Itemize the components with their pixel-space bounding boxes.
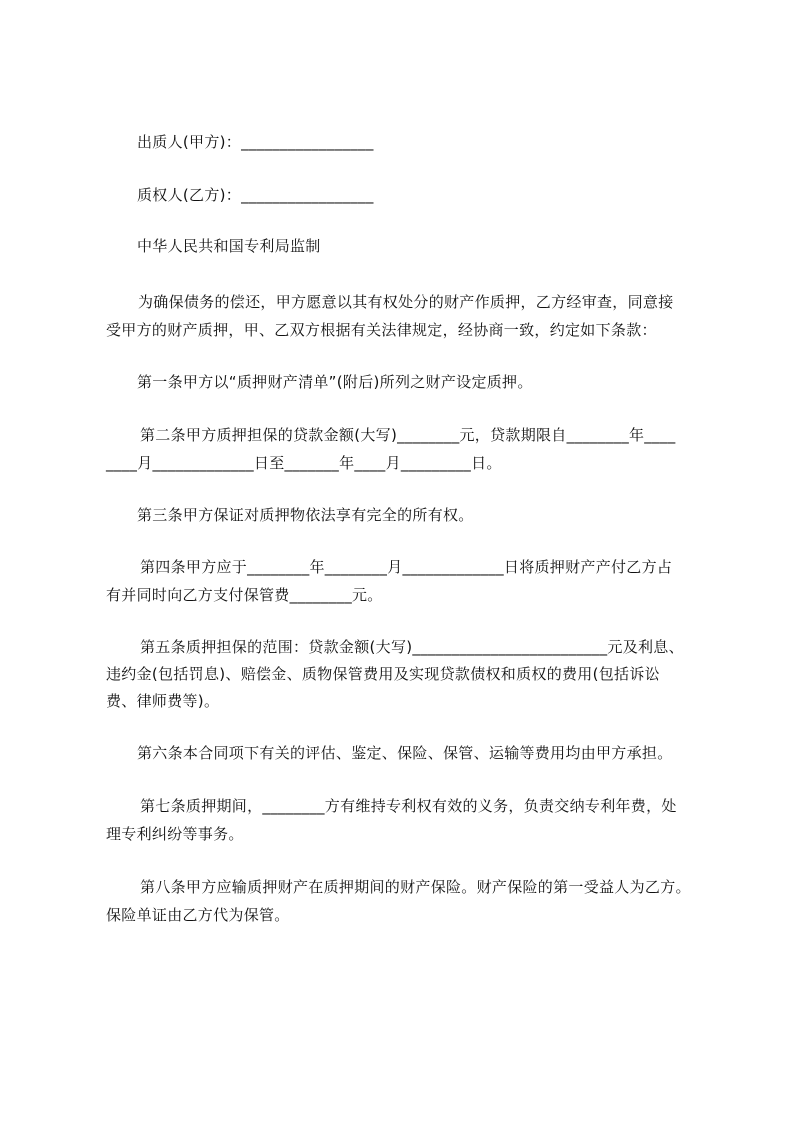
- article-2-line-1: 第二条甲方质押担保的贷款金额(大写)________元，贷款期限自________年____: [140, 426, 676, 444]
- article-6-line-1: 第六条本合同项下有关的评估、鉴定、保险、保管、运输等费用均由甲方承担。: [137, 744, 673, 762]
- intro-line-1: 为确保债务的偿还，甲方愿意以其有权处分的财产作质押，乙方经审查，同意接: [138, 293, 674, 311]
- article-8-line-2: 保险单证由乙方代为保管。: [106, 906, 290, 924]
- article-7-line-1: 第七条质押期间，________方有维持专利权有效的义务，负责交纳专利年费，处: [140, 797, 677, 815]
- article-5-line-1: 第五条质押担保的范围：贷款金额(大写)_________________________元及利息、: [140, 638, 684, 656]
- pledgor-line: 出质人(甲方)：_________________: [137, 133, 374, 151]
- article-5-line-3: 费、律师费等)。: [106, 692, 220, 710]
- article-1-line-1: 第一条甲方以“质押财产清单”(附后)所列之财产设定质押。: [137, 373, 533, 391]
- article-7-line-2: 理专利纠纷等事务。: [106, 825, 244, 843]
- article-2-line-2: ____月_____________日至_______年____月_________日。: [106, 454, 502, 472]
- article-4-line-2: 有并同时向乙方支付保管费________元。: [106, 586, 383, 604]
- article-4-line-1: 第四条甲方应于________年________月_____________日将质押财产产付乙方占: [140, 558, 673, 576]
- article-5-line-2: 违约金(包括罚息)、赔偿金、质物保管费用及实现贷款债权和质权的费用(包括诉讼: [106, 665, 660, 683]
- pledgee-line: 质权人(乙方)：_________________: [137, 186, 374, 204]
- intro-line-2: 受甲方的财产质押，甲、乙双方根据有关法律规定，经协商一致，约定如下条款：: [106, 321, 657, 339]
- article-8-line-1: 第八条甲方应输质押财产在质押期间的财产保险。财产保险的第一受益人为乙方。: [140, 878, 691, 896]
- article-3-line-1: 第三条甲方保证对质押物依法享有完全的所有权。: [137, 506, 474, 524]
- supervisor-line: 中华人民共和国专利局监制: [137, 237, 321, 255]
